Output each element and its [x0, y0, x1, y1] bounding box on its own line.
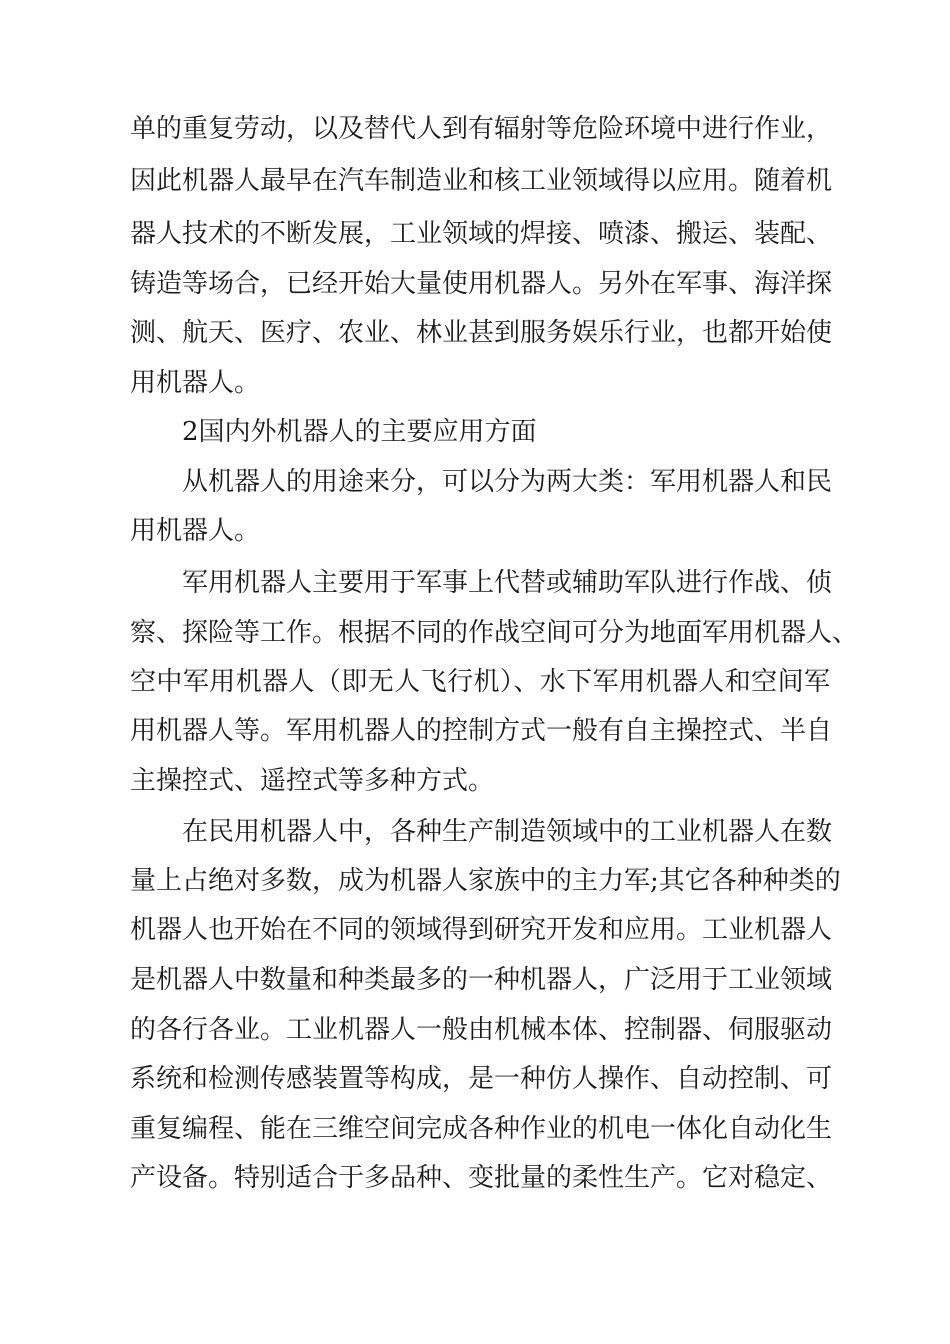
paragraph-4-line-4: 是机器人中数量和种类最多的一种机器人，广泛用于工业领域 — [130, 965, 833, 995]
paragraph-4-line-6: 系统和检测传感装置等构成，是一种仿人操作、自动控制、可 — [130, 1064, 833, 1094]
paragraph-3-line-1: 军用机器人主要用于军事上代替或辅助军队进行作战、侦 — [182, 568, 833, 598]
paragraph-3-line-2: 察、探险等工作。根据不同的作战空间可分为地面军用机器人、 — [130, 618, 859, 648]
paragraph-1-line-6: 用机器人。 — [130, 368, 261, 398]
paragraph-4-line-5: 的各行各业。工业机器人一般由机械本体、控制器、伺服驱动 — [130, 1015, 833, 1045]
paragraph-3-line-5: 主操控式、遥控式等多种方式。 — [130, 766, 495, 796]
paragraph-1-line-4: 铸造等场合，已经开始大量使用机器人。另外在军事、海洋探 — [130, 269, 833, 299]
paragraph-1-line-5: 测、航天、医疗、农业、林业甚到服务娱乐行业，也都开始使 — [130, 318, 833, 348]
paragraph-1-line-3: 器人技术的不断发展，工业领域的焊接、喷漆、搬运、装配、 — [130, 219, 833, 249]
paragraph-4-line-8: 产设备。特别适合于多品种、变批量的柔性生产。它对稳定、 — [130, 1163, 833, 1193]
paragraph-4-line-1: 在民用机器人中，各种生产制造领域中的工业机器人在数 — [182, 817, 833, 847]
paragraph-2-line-2: 用机器人。 — [130, 516, 261, 546]
paragraph-1-line-1: 单的重复劳动，以及替代人到有辐射等危险环境中进行作业， — [130, 114, 833, 144]
paragraph-3-line-4: 用机器人等。军用机器人的控制方式一般有自主操控式、半自 — [130, 716, 833, 746]
paragraph-2-line-1: 从机器人的用途来分，可以分为两大类：军用机器人和民 — [182, 467, 833, 497]
paragraph-4-line-3: 机器人也开始在不同的领域得到研究开发和应用。工业机器人 — [130, 915, 833, 945]
paragraph-4-line-7: 重复编程、能在三维空间完成各种作业的机电一体化自动化生 — [130, 1114, 833, 1144]
section-heading: 2国内外机器人的主要应用方面 — [182, 417, 537, 447]
paragraph-1-line-2: 因此机器人最早在汽车制造业和核工业领域得以应用。随着机 — [130, 166, 833, 196]
paragraph-3-line-3: 空中军用机器人（即无人飞行机）、水下军用机器人和空间军 — [130, 667, 830, 697]
paragraph-4-line-2: 量上占绝对多数，成为机器人家族中的主力军;其它各种种类的 — [130, 866, 841, 896]
